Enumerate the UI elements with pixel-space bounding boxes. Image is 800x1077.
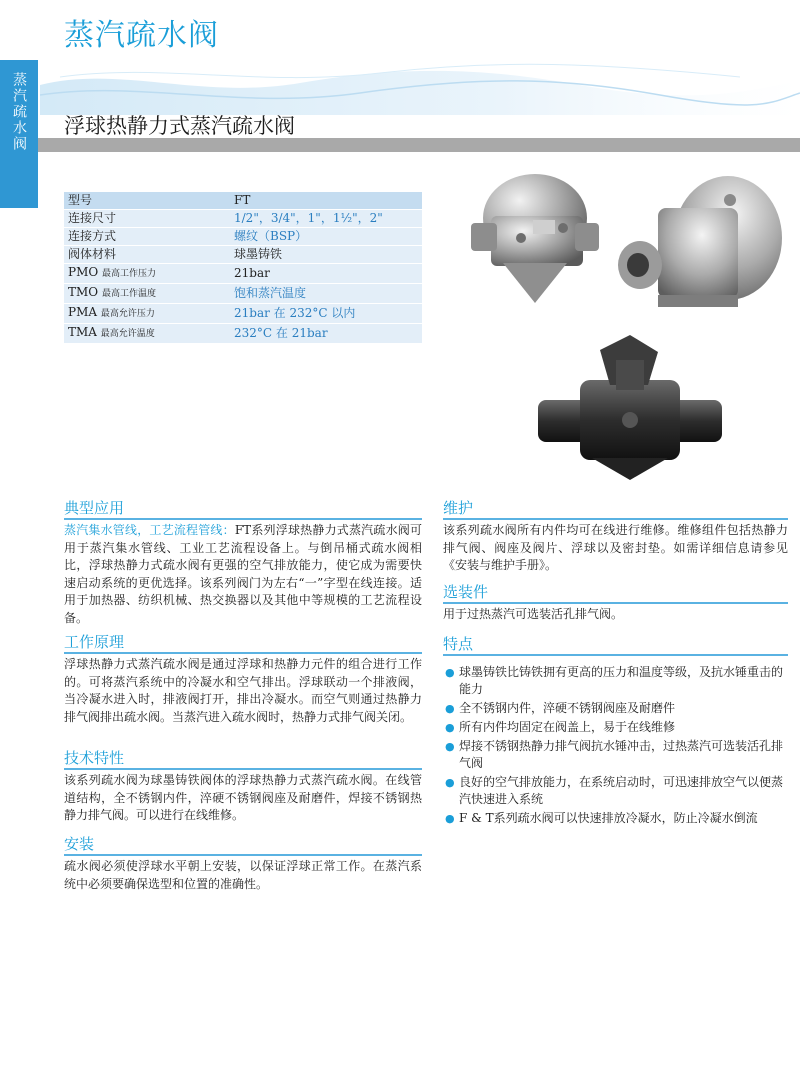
bullet-icon: ●	[445, 702, 455, 715]
valve-photo-dark	[530, 330, 730, 480]
bullet-icon: ●	[445, 666, 455, 679]
page-title: 蒸汽疏水阀	[64, 18, 219, 53]
section-heading-installation: 安装	[64, 834, 422, 856]
applications-text: FT系列浮球热静力式蒸汽疏水阀可用于蒸汽集水管线、工业工艺流程设备上。与倒吊桶式疏水阀相比，浮球热静力式疏水阀有更强的空气排放能力，使它成为需要快速启动系统的更优选择。该系列阀门为左右“一”字型在线连接。适用于加热器、纺织机械、热交换器以及其他中等规模的工艺流程设备。	[64, 523, 422, 625]
feature-text: 球墨铸铁比铸铁拥有更高的压力和温度等级，及抗水锤重击的能力	[459, 665, 784, 696]
bullet-icon: ●	[445, 776, 455, 789]
spec-sublabel: 最高工作温度	[101, 289, 156, 299]
bullet-icon: ●	[445, 740, 455, 753]
spec-label: 连接尺寸	[68, 211, 117, 225]
spec-value: 螺纹（BSP）	[230, 228, 422, 246]
spec-label: PMO	[68, 265, 99, 279]
section-heading-applications: 典型应用	[64, 498, 422, 520]
valve-photo-front	[463, 168, 608, 313]
spec-row-pmo	[64, 264, 422, 284]
feature-text: 全不锈钢内件，淬硬不锈钢阀座及耐磨件	[459, 701, 676, 715]
valve-photo-side	[610, 160, 785, 310]
spec-row-tmo	[64, 284, 422, 304]
spec-value: 球墨铸铁	[230, 246, 422, 264]
subtitle-divider-bar	[38, 138, 800, 152]
list-item	[443, 700, 788, 717]
spec-row-body-material	[64, 246, 422, 264]
feature-text: 焊接不锈钢热静力排气阀抗水锤冲击，过热蒸汽可选装活孔排气阀	[459, 739, 784, 770]
applications-paragraph	[64, 522, 422, 627]
spec-label: PMA	[68, 305, 98, 319]
spec-value: 饱和蒸汽温度	[230, 284, 422, 304]
technical-paragraph: 该系列疏水阀为球墨铸铁阀体的浮球热静力式蒸汽疏水阀。在线管道结构，全不锈钢内件，淬硬不锈钢阀座及耐磨件，焊接不锈钢热静力排气阀。可以进行在线维修。	[64, 773, 422, 822]
spec-label: TMO	[68, 285, 99, 299]
product-subtitle: 浮球热静力式蒸汽疏水阀	[64, 114, 295, 138]
spec-row-connection-size	[64, 210, 422, 228]
feature-text: 所有内件均固定在阀盖上，易于在线维修	[459, 720, 676, 734]
spec-label: 连接方式	[68, 229, 117, 243]
side-category-label: 蒸汽疏水阀	[11, 72, 27, 152]
applications-highlight: 蒸汽集水管线，工艺流程管线：	[64, 523, 235, 537]
spec-sublabel: 最高工作压力	[102, 269, 157, 279]
bullet-icon: ●	[445, 721, 455, 734]
options-paragraph: 用于过热蒸汽可选装活孔排气阀。	[443, 607, 624, 621]
installation-paragraph: 疏水阀必须使浮球水平朝上安装，以保证浮球正常工作。在蒸汽系统中必须要确保选型和位置的准确性。	[64, 859, 422, 891]
principle-paragraph: 浮球热静力式蒸汽疏水阀是通过浮球和热静力元件的组合进行工作的。可将蒸汽系统中的冷凝水和空气排出。浮球联动一个排液阀，当冷凝水进入时，排液阀打开，排出冷凝水。而空气则通过热静力排气阀排出疏水阀。当蒸汽进入疏水阀时，热静力式排气阀关闭。	[64, 657, 422, 724]
spec-value: 21bar 在 232°C 以内	[230, 304, 422, 324]
spec-value: FT	[230, 192, 422, 210]
list-item	[443, 719, 788, 736]
list-item	[443, 738, 788, 772]
section-heading-maintenance: 维护	[443, 498, 788, 520]
decorative-wave-banner	[40, 55, 800, 115]
spec-value: 21bar	[230, 264, 422, 284]
section-heading-principle: 工作原理	[64, 632, 422, 654]
feature-text: F & T系列疏水阀可以快速排放冷凝水，防止冷凝水倒流	[459, 811, 758, 825]
spec-sublabel: 最高允许压力	[100, 309, 155, 319]
section-heading-technical: 技术特性	[64, 748, 422, 770]
section-heading-features: 特点	[443, 634, 788, 656]
spec-row-model	[64, 192, 422, 210]
list-item	[443, 774, 788, 808]
spec-value: 232°C 在 21bar	[230, 324, 422, 344]
spec-row-tma	[64, 324, 422, 344]
spec-label: 阀体材料	[68, 247, 117, 261]
spec-row-pma	[64, 304, 422, 324]
spec-row-connection-type	[64, 228, 422, 246]
features-list	[443, 664, 788, 829]
maintenance-paragraph: 该系列疏水阀所有内件均可在线进行维修。维修组件包括热静力排气阀、阀座及阀片、浮球以及密封垫。如需详细信息请参见《安装与维护手册》。	[443, 523, 788, 572]
bullet-icon: ●	[445, 812, 455, 825]
spec-label: TMA	[68, 325, 97, 339]
list-item	[443, 664, 788, 698]
spec-label: 型号	[68, 193, 93, 207]
section-heading-options: 选装件	[443, 582, 788, 604]
feature-text: 良好的空气排放能力，在系统启动时，可迅速排放空气以便蒸汽快速进入系统	[459, 775, 784, 806]
spec-table	[64, 192, 422, 344]
spec-sublabel: 最高允许温度	[100, 329, 155, 339]
spec-value: 1/2"，3/4"，1"，1½"，2"	[230, 210, 422, 228]
list-item	[443, 810, 788, 827]
